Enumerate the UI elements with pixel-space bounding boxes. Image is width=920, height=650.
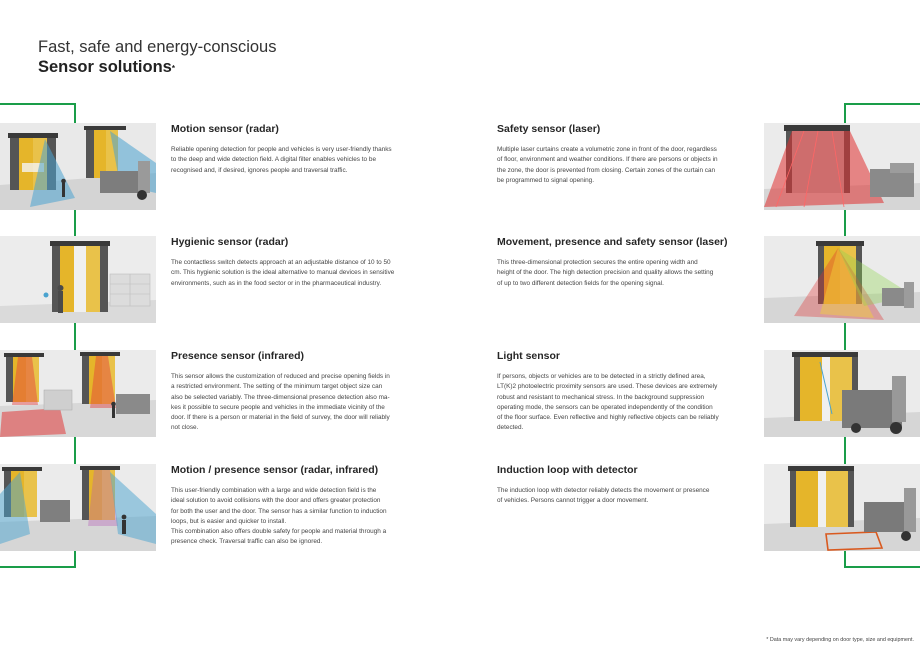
section-title: Light sensor (497, 350, 561, 362)
body-line: This sensor allows the customization of reduced and precise opening fields in (171, 373, 390, 380)
body-line: ideal solution to avoid collisions with the door and offers greater protection (171, 497, 381, 505)
body-line: be programmed to signal opening. (497, 176, 594, 184)
section-movement-presence-safety-sensor (497, 236, 752, 289)
section-title: Presence sensor (infrared) (171, 350, 305, 362)
section-title: Movement, presence and safety sensor (laser) (497, 236, 728, 248)
body-line: loops, but is easier and quicker to install. (171, 517, 287, 525)
body-line: also be selected variably. The three-dimensional presence detection also ma- (171, 393, 390, 401)
left-bracket-vertical (74, 437, 76, 464)
presence-sensor-infrared-image (0, 350, 156, 437)
section-title: Motion sensor (radar) (171, 123, 279, 135)
body-line: detected. (497, 424, 524, 432)
section-body (497, 372, 752, 434)
body-line: to the deep and wide detection field. A digital filter enables vehicles to be (171, 156, 376, 164)
induction-loop-image (764, 464, 920, 551)
page-header (38, 37, 276, 77)
section-motion-sensor (171, 123, 426, 176)
left-bracket-top (0, 103, 76, 105)
body-line: LT(K)2 photoelectric proximity sensors are used. These devices are extremely (497, 383, 718, 391)
body-line: presence check. Traversal traffic can also be ignored. (171, 538, 323, 546)
body-line: door. If there is a person or material in the field of survey, the door will reliably (171, 414, 390, 422)
section-title: Induction loop with detector (497, 464, 638, 476)
section-title: Hygienic sensor (radar) (171, 236, 289, 248)
page-title-text: Sensor solutions (38, 58, 172, 76)
section-body (497, 145, 752, 186)
right-bracket-vertical (844, 323, 846, 350)
right-bracket-vertical (844, 103, 846, 123)
body-line: Multiple laser curtains create a volumetric zone in front of the door, regardless (497, 146, 717, 153)
body-line: robust and resistant to mechanical stress. In the background suppression (497, 393, 705, 401)
body-line: of the floor surface. Even reflective and highly reflective objects can be reliably (497, 414, 719, 422)
body-line: kes it possible to secure people and vehicles in the immediate vicinity of the (171, 403, 385, 411)
body-line: for both the user and the door. The sensor has a similar function to induction (171, 507, 387, 515)
motion-sensor-radar-image (0, 123, 156, 210)
safety-sensor-laser-image (764, 123, 920, 210)
section-safety-sensor (497, 123, 752, 186)
left-bracket-vertical (74, 103, 76, 123)
body-line: of floor, environment and weather conditions. If there are persons or objects in (497, 156, 718, 164)
body-line: environments, such as in the food sector or in the pharmaceutical industry. (171, 279, 382, 287)
body-line: height of the door. The high detection precision and quality allows the setting (497, 269, 714, 277)
body-line: If persons, objects or vehicles are to be detected in a strictly defined area, (497, 373, 706, 380)
motion-presence-sensor-image (0, 464, 156, 551)
body-line: not close. (171, 424, 199, 432)
body-line: operating mode, the sensors can be operated independently of the condition (497, 403, 713, 411)
section-presence-sensor (171, 350, 426, 434)
footnote: * Data may vary depending on door type, size and equipment. (766, 637, 914, 643)
left-bracket-bottom (0, 566, 76, 568)
section-title: Safety sensor (laser) (497, 123, 601, 135)
body-line: recognised and, if desired, ignores people and traversal traffic. (171, 166, 348, 174)
section-body (171, 486, 426, 548)
page-subtitle: Fast, safe and energy-conscious (38, 38, 277, 56)
section-body (497, 258, 752, 289)
section-title: Motion / presence sensor (radar, infrared) (171, 464, 379, 476)
section-body (171, 258, 426, 289)
left-bracket-vertical (74, 210, 76, 236)
light-sensor-image (764, 350, 920, 437)
section-body (171, 145, 426, 176)
left-bracket-vertical (74, 323, 76, 350)
right-bracket-vertical (844, 437, 846, 464)
body-line: of vehicles. Persons cannot trigger a door movement. (497, 497, 649, 505)
right-bracket-top (844, 103, 920, 105)
section-light-sensor (497, 350, 752, 434)
body-line: the zone, the door is prevented from closing. Certain zones of the curtain can (497, 166, 716, 174)
hygienic-sensor-radar-image (0, 236, 156, 323)
right-bracket-vertical (844, 210, 846, 236)
section-body (171, 372, 426, 434)
body-line: This user-friendly combination with a large and wide detection field is the (171, 487, 377, 494)
movement-presence-safety-sensor-image (764, 236, 920, 323)
section-motion-presence-sensor (171, 464, 426, 548)
body-line: a restricted environment. The setting of the minimum target object size can (171, 383, 383, 391)
body-line: The contactless switch detects approach at an adjustable distance of 10 to 50 (171, 259, 391, 266)
body-line: cm. This hygienic solution is the ideal alternative to manual devices in sensitive (171, 269, 395, 277)
page-title (38, 57, 276, 77)
body-line: of up to two different detection fields for the opening signal. (497, 279, 664, 287)
section-induction-loop (497, 464, 752, 507)
body-line: Reliable opening detection for people and vehicles is very user-friendly thanks (171, 146, 392, 153)
title-footnote-mark: * (171, 64, 175, 73)
right-bracket-bottom (844, 566, 920, 568)
body-line: This three-dimensional protection secures the entire opening width and (497, 259, 698, 266)
section-hygienic-sensor (171, 236, 426, 289)
body-line: The induction loop with detector reliably detects the movement or presence (497, 487, 710, 494)
body-line: This combination also offers double safety for people and material through a (171, 528, 387, 536)
section-body (497, 486, 752, 507)
